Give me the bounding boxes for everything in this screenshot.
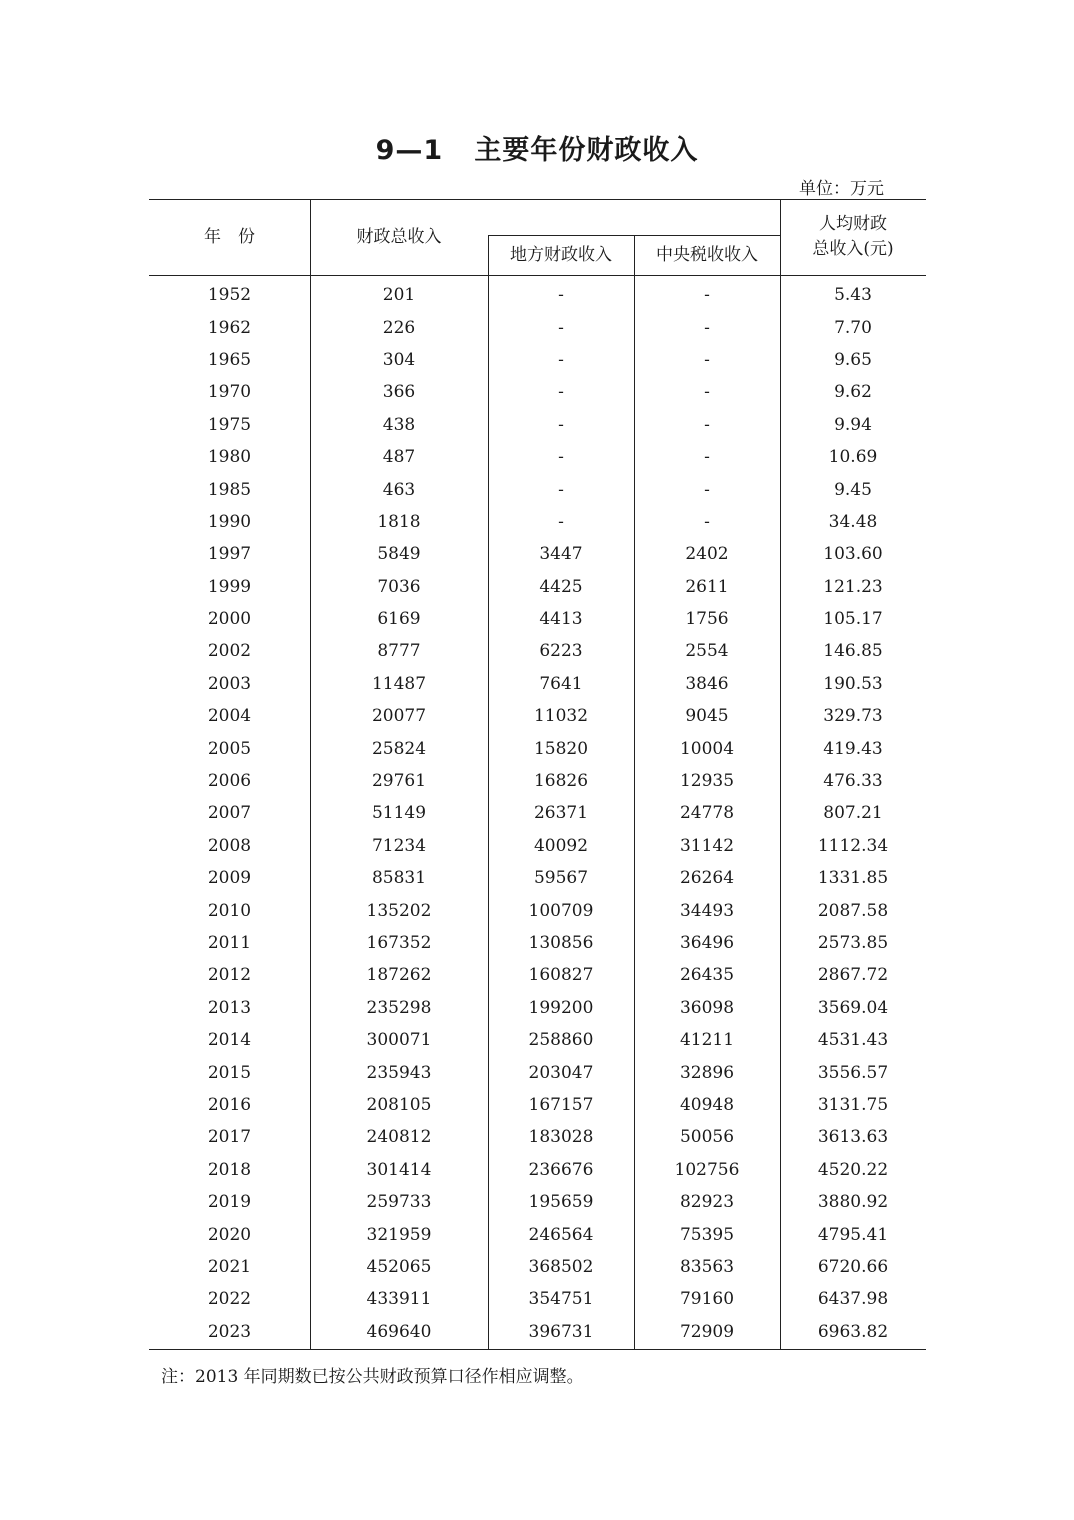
cell-total-revenue: 8777 [377, 641, 421, 662]
cell-local-revenue: 354751 [528, 1289, 594, 1310]
cell-total-revenue: 469640 [366, 1321, 432, 1342]
cell-local-revenue: 7641 [539, 673, 583, 694]
table-row [149, 765, 926, 797]
cell-per-capita: 2573.85 [817, 933, 889, 953]
cell-total-revenue: 29761 [371, 771, 427, 792]
cell-per-capita: 9.62 [834, 382, 872, 403]
table-row [149, 797, 926, 829]
cell-central-tax: 2611 [685, 576, 729, 597]
cell-total-revenue: 135202 [366, 900, 432, 921]
cell-total-revenue: 51149 [371, 803, 427, 824]
cell-total-revenue: 300071 [366, 1030, 432, 1051]
cell-year: 1952 [207, 285, 252, 306]
table-row [149, 1251, 926, 1283]
cell-central-tax: - [704, 382, 710, 403]
table-row [149, 538, 926, 570]
cell-per-capita: 7.70 [834, 317, 872, 338]
cell-central-tax: - [704, 511, 710, 532]
cell-central-tax: 102756 [674, 1159, 740, 1180]
cell-local-revenue: - [558, 479, 564, 500]
header-central-tax: 中央税收收入 [656, 245, 758, 265]
table-row [149, 1121, 926, 1153]
table-row [149, 1154, 926, 1186]
header-year: 年 份 [204, 227, 255, 247]
cell-central-tax: 32896 [679, 1062, 735, 1083]
cell-per-capita: 121.23 [823, 576, 883, 597]
cell-per-capita: 3613.63 [817, 1127, 889, 1148]
cell-year: 2020 [207, 1224, 252, 1245]
table-row [149, 862, 926, 894]
cell-total-revenue: 85831 [371, 868, 427, 889]
cell-per-capita: 2087.58 [817, 900, 889, 921]
cell-local-revenue: 15820 [533, 738, 589, 759]
cell-total-revenue: 167352 [366, 933, 432, 953]
cell-year: 2004 [207, 706, 252, 727]
cell-central-tax: 2554 [685, 641, 729, 662]
cell-total-revenue: 25824 [371, 738, 427, 759]
cell-total-revenue: 226 [382, 317, 416, 338]
cell-year: 2002 [207, 641, 252, 662]
header-per-capita-line2: 总收入(元) [812, 239, 894, 259]
cell-per-capita: 4795.41 [817, 1224, 889, 1245]
footnote: 注：2013 年同期数已按公共财政预算口径作相应调整。 [161, 1367, 584, 1387]
cell-total-revenue: 235943 [366, 1062, 432, 1083]
cell-per-capita: 419.43 [823, 738, 883, 759]
cell-local-revenue: 130856 [528, 933, 594, 953]
cell-central-tax: - [704, 447, 710, 468]
table-row [149, 1186, 926, 1218]
cell-total-revenue: 433911 [366, 1289, 432, 1310]
table-row [149, 635, 926, 667]
page-title: 9—1 主要年份财政收入 [375, 135, 699, 166]
cell-total-revenue: 452065 [366, 1256, 432, 1277]
table-row [149, 571, 926, 603]
table-row [149, 992, 926, 1024]
cell-year: 1999 [207, 576, 252, 597]
cell-central-tax: 72909 [679, 1321, 735, 1342]
cell-local-revenue: 100709 [528, 900, 594, 921]
table-row [149, 894, 926, 926]
table-body [149, 279, 926, 1348]
cell-local-revenue: 183028 [528, 1127, 594, 1148]
cell-local-revenue: 26371 [533, 803, 589, 824]
cell-total-revenue: 235298 [366, 997, 432, 1018]
cell-year: 1990 [207, 511, 252, 532]
table-row [149, 1024, 926, 1056]
cell-local-revenue: 246564 [528, 1224, 594, 1245]
cell-year: 2021 [207, 1256, 252, 1277]
cell-local-revenue: - [558, 414, 564, 435]
cell-per-capita: 3556.57 [817, 1062, 889, 1083]
cell-year: 1997 [207, 544, 252, 565]
cell-local-revenue: - [558, 317, 564, 338]
table-row [149, 279, 926, 311]
table-row [149, 959, 926, 991]
cell-local-revenue: - [558, 382, 564, 403]
table-bottom-rule [149, 1349, 926, 1350]
cell-local-revenue: 16826 [533, 771, 589, 792]
cell-total-revenue: 1818 [377, 511, 421, 532]
cell-per-capita: 6437.98 [817, 1289, 889, 1310]
cell-central-tax: 26264 [679, 868, 735, 889]
cell-per-capita: 3569.04 [817, 997, 889, 1018]
cell-local-revenue: 3447 [539, 544, 583, 565]
cell-per-capita: 9.65 [834, 349, 872, 370]
cell-total-revenue: 301414 [366, 1159, 432, 1180]
header-total-revenue: 财政总收入 [356, 227, 442, 247]
cell-local-revenue: 4413 [539, 609, 583, 630]
cell-local-revenue: 6223 [539, 641, 583, 662]
cell-central-tax: 9045 [685, 706, 729, 727]
cell-year: 1965 [207, 349, 252, 370]
cell-local-revenue: 11032 [533, 706, 589, 727]
table-row [149, 1089, 926, 1121]
cell-total-revenue: 187262 [366, 965, 432, 986]
cell-local-revenue: 258860 [528, 1030, 594, 1051]
cell-central-tax: 24778 [679, 803, 735, 824]
table-row [149, 700, 926, 732]
cell-per-capita: 105.17 [823, 609, 883, 630]
cell-per-capita: 9.45 [834, 479, 872, 500]
table-row [149, 344, 926, 376]
cell-year: 2010 [207, 900, 252, 921]
cell-per-capita: 329.73 [823, 706, 883, 727]
table-row [149, 603, 926, 635]
cell-per-capita: 476.33 [823, 771, 883, 792]
cell-per-capita: 103.60 [823, 544, 883, 565]
cell-central-tax: - [704, 285, 710, 306]
cell-year: 2014 [207, 1030, 252, 1051]
cell-local-revenue: - [558, 285, 564, 306]
cell-local-revenue: 396731 [528, 1321, 594, 1342]
cell-central-tax: 3846 [685, 673, 729, 694]
cell-central-tax: 82923 [679, 1192, 735, 1213]
cell-central-tax: 12935 [679, 771, 735, 792]
cell-central-tax: 75395 [679, 1224, 735, 1245]
cell-year: 1975 [207, 414, 252, 435]
cell-per-capita: 190.53 [823, 673, 883, 694]
table-row [149, 1316, 926, 1348]
table-row [149, 473, 926, 505]
cell-year: 2007 [207, 803, 252, 824]
cell-local-revenue: - [558, 511, 564, 532]
table-row [149, 732, 926, 764]
table-row [149, 376, 926, 408]
cell-year: 2019 [207, 1192, 252, 1213]
cell-per-capita: 146.85 [823, 641, 883, 662]
cell-central-tax: 1756 [685, 609, 729, 630]
cell-central-tax: 36098 [679, 997, 735, 1018]
table-row [149, 1218, 926, 1250]
cell-local-revenue: 59567 [533, 868, 589, 889]
cell-central-tax: 34493 [679, 900, 735, 921]
cell-central-tax: 10004 [679, 738, 735, 759]
table-top-rule [149, 199, 926, 200]
cell-year: 1962 [207, 317, 252, 338]
cell-total-revenue: 7036 [377, 576, 421, 597]
cell-year: 2000 [207, 609, 252, 630]
cell-year: 2013 [207, 997, 252, 1018]
cell-central-tax: - [704, 414, 710, 435]
cell-per-capita: 1112.34 [817, 835, 889, 856]
cell-year: 1970 [207, 382, 252, 403]
cell-local-revenue: 368502 [528, 1256, 594, 1277]
cell-per-capita: 9.94 [834, 414, 872, 435]
cell-per-capita: 3131.75 [817, 1094, 889, 1115]
header-local-revenue: 地方财政收入 [510, 245, 612, 265]
cell-central-tax: - [704, 349, 710, 370]
cell-year: 2017 [207, 1127, 252, 1148]
cell-total-revenue: 71234 [371, 835, 427, 856]
header-per-capita-line1: 人均财政 [819, 214, 887, 234]
cell-central-tax: 83563 [679, 1256, 735, 1277]
cell-year: 2015 [207, 1062, 252, 1083]
cell-per-capita: 2867.72 [817, 965, 889, 986]
cell-year: 2016 [207, 1094, 252, 1115]
cell-year: 2003 [207, 673, 252, 694]
cell-local-revenue: - [558, 447, 564, 468]
cell-total-revenue: 321959 [366, 1224, 432, 1245]
cell-total-revenue: 304 [382, 349, 416, 370]
cell-total-revenue: 259733 [366, 1192, 432, 1213]
table-row [149, 409, 926, 441]
cell-central-tax: 40948 [679, 1094, 735, 1115]
table-row [149, 830, 926, 862]
cell-per-capita: 6963.82 [817, 1321, 889, 1342]
table-row [149, 441, 926, 473]
cell-central-tax: 79160 [679, 1289, 735, 1310]
cell-year: 1985 [207, 479, 252, 500]
cell-per-capita: 3880.92 [817, 1192, 889, 1213]
cell-year: 1980 [207, 447, 252, 468]
cell-local-revenue: 195659 [528, 1192, 594, 1213]
cell-central-tax: 36496 [679, 933, 735, 953]
cell-local-revenue: 160827 [528, 965, 594, 986]
cell-total-revenue: 20077 [371, 706, 427, 727]
cell-year: 2006 [207, 771, 252, 792]
cell-total-revenue: 240812 [366, 1127, 432, 1148]
cell-local-revenue: 167157 [528, 1094, 594, 1115]
cell-total-revenue: 463 [382, 479, 416, 500]
table-row [149, 927, 926, 959]
cell-central-tax: 2402 [685, 544, 729, 565]
cell-central-tax: 41211 [679, 1030, 735, 1051]
cell-local-revenue: 199200 [528, 997, 594, 1018]
cell-central-tax: 26435 [679, 965, 735, 986]
table-row [149, 1283, 926, 1315]
cell-central-tax: 31142 [679, 835, 735, 856]
cell-year: 2008 [207, 835, 252, 856]
cell-per-capita: 1331.85 [817, 868, 889, 889]
cell-local-revenue: 236676 [528, 1159, 594, 1180]
cell-total-revenue: 208105 [366, 1094, 432, 1115]
header-bottom-rule [149, 275, 926, 276]
cell-per-capita: 4531.43 [817, 1030, 889, 1051]
cell-total-revenue: 438 [382, 414, 416, 435]
cell-central-tax: - [704, 479, 710, 500]
cell-local-revenue: 203047 [528, 1062, 594, 1083]
cell-local-revenue: 4425 [539, 576, 583, 597]
cell-total-revenue: 11487 [371, 673, 427, 694]
cell-per-capita: 6720.66 [817, 1256, 889, 1277]
cell-per-capita: 10.69 [828, 447, 878, 468]
cell-total-revenue: 366 [382, 382, 416, 403]
cell-total-revenue: 6169 [377, 609, 421, 630]
cell-per-capita: 807.21 [823, 803, 883, 824]
cell-year: 2018 [207, 1159, 252, 1180]
unit-label: 单位：万元 [799, 179, 884, 199]
cell-central-tax: - [704, 317, 710, 338]
table-row [149, 1056, 926, 1088]
cell-per-capita: 4520.22 [817, 1159, 889, 1180]
cell-year: 2009 [207, 868, 252, 889]
cell-year: 2011 [207, 933, 252, 953]
cell-year: 2023 [207, 1321, 252, 1342]
cell-per-capita: 5.43 [834, 285, 872, 306]
cell-central-tax: 50056 [679, 1127, 735, 1148]
cell-total-revenue: 487 [382, 447, 416, 468]
table-row [149, 668, 926, 700]
cell-local-revenue: - [558, 349, 564, 370]
cell-year: 2012 [207, 965, 252, 986]
cell-total-revenue: 5849 [377, 544, 421, 565]
table-row [149, 311, 926, 343]
table-row [149, 506, 926, 538]
cell-year: 2022 [207, 1289, 252, 1310]
cell-per-capita: 34.48 [828, 511, 878, 532]
cell-year: 2005 [207, 738, 252, 759]
cell-total-revenue: 201 [382, 285, 416, 306]
cell-local-revenue: 40092 [533, 835, 589, 856]
